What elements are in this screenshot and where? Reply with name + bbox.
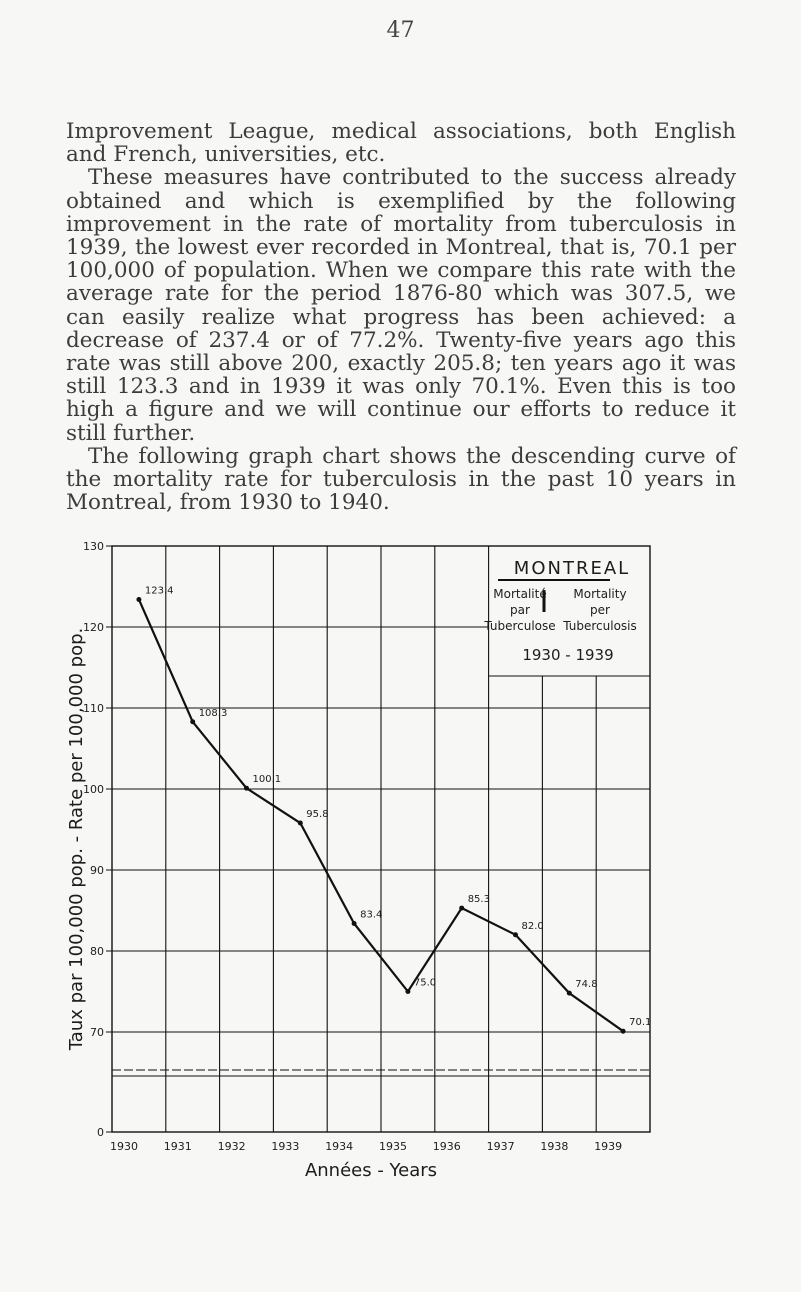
data-label: 75.0 bbox=[413, 977, 437, 989]
data-point bbox=[244, 786, 249, 791]
chart-title: MONTREAL bbox=[513, 558, 631, 579]
data-label: 123.4 bbox=[144, 585, 174, 597]
data-point bbox=[621, 1029, 626, 1034]
data-point bbox=[352, 921, 357, 926]
data-label: 83.4 bbox=[360, 909, 383, 921]
data-label: 70.1 bbox=[629, 1017, 652, 1029]
paragraph-2: These measures have contributed to the success already obtained and which is exemplified by the following improvement in the rate of mortality from tuberculosis in 1939, the lowest ever recorded in Montreal, that is, 70.1 per 100,000 of population. When we compare this rate with the average rate for the period 1876-80 which was 307.5, we can easily realize what progress has been achieved: a decrease of 237.4 or of 77.2%. Twenty-five years ago this rate was still above 200, exactly 205.8; ten years ago it was still 123.3 and in 1939 it was only 70.1%. Even this is too high a figure and we will continue our efforts to reduce it still further. bbox=[66, 165, 736, 446]
x-tick-label: 1939 bbox=[594, 1140, 623, 1153]
x-tick-label: 1936 bbox=[432, 1140, 461, 1153]
legend-left-line: Tuberculose bbox=[484, 619, 556, 633]
y-tick-label: 120 bbox=[83, 621, 104, 634]
data-label: 85.3 bbox=[467, 894, 490, 906]
x-tick-label: 1937 bbox=[486, 1140, 515, 1153]
x-tick-label: 1935 bbox=[379, 1140, 407, 1153]
y-tick-label: 130 bbox=[83, 540, 104, 553]
legend-left-line: par bbox=[510, 603, 530, 617]
paragraph-1: Improvement League, medical associations, both English and French, universities, etc. bbox=[66, 119, 736, 168]
y-tick-label: 100 bbox=[83, 783, 104, 796]
y-tick-label: 0 bbox=[97, 1126, 104, 1139]
y-tick-label: 110 bbox=[83, 702, 104, 715]
data-point bbox=[459, 906, 464, 911]
x-tick-label: 1932 bbox=[217, 1140, 246, 1153]
legend-right-line: Tuberculosis bbox=[563, 619, 637, 633]
data-label: 108.3 bbox=[198, 707, 228, 719]
x-tick-label: 1931 bbox=[163, 1140, 192, 1153]
y-tick-label: 70 bbox=[90, 1026, 104, 1039]
data-label: 82.0 bbox=[521, 920, 544, 932]
x-tick-label: 1934 bbox=[325, 1140, 354, 1153]
page-number: 47 bbox=[386, 18, 415, 43]
data-point bbox=[298, 821, 303, 826]
data-label: 95.8 bbox=[306, 809, 329, 821]
data-label: 100.1 bbox=[252, 774, 282, 786]
x-tick-label: 1938 bbox=[540, 1140, 569, 1153]
x-tick-label: 1930 bbox=[110, 1140, 138, 1153]
data-label: 74.8 bbox=[575, 979, 598, 991]
legend-right-line: per bbox=[590, 603, 610, 617]
legend-right-line: Mortality bbox=[573, 587, 627, 601]
data-point bbox=[405, 989, 410, 994]
y-tick-label: 80 bbox=[90, 945, 104, 958]
data-point bbox=[190, 719, 195, 724]
paragraph-3: The following graph chart shows the descending curve of the mortality rate for tuberculosis in the past 10 years in Montreal, from 1930 to 1940. bbox=[66, 443, 736, 516]
x-tick-label: 1933 bbox=[271, 1140, 300, 1153]
data-point bbox=[567, 991, 572, 996]
legend-left-line: Mortalité bbox=[493, 587, 547, 601]
data-point bbox=[513, 932, 518, 937]
legend-period: 1930 - 1939 bbox=[522, 646, 614, 664]
y-axis-title: Taux par 100,000 pop. - Rate per 100,000 pop. bbox=[66, 627, 87, 1051]
y-tick-label: 90 bbox=[90, 864, 104, 877]
x-axis-title: Années - Years bbox=[304, 1160, 438, 1181]
data-point bbox=[136, 597, 141, 602]
